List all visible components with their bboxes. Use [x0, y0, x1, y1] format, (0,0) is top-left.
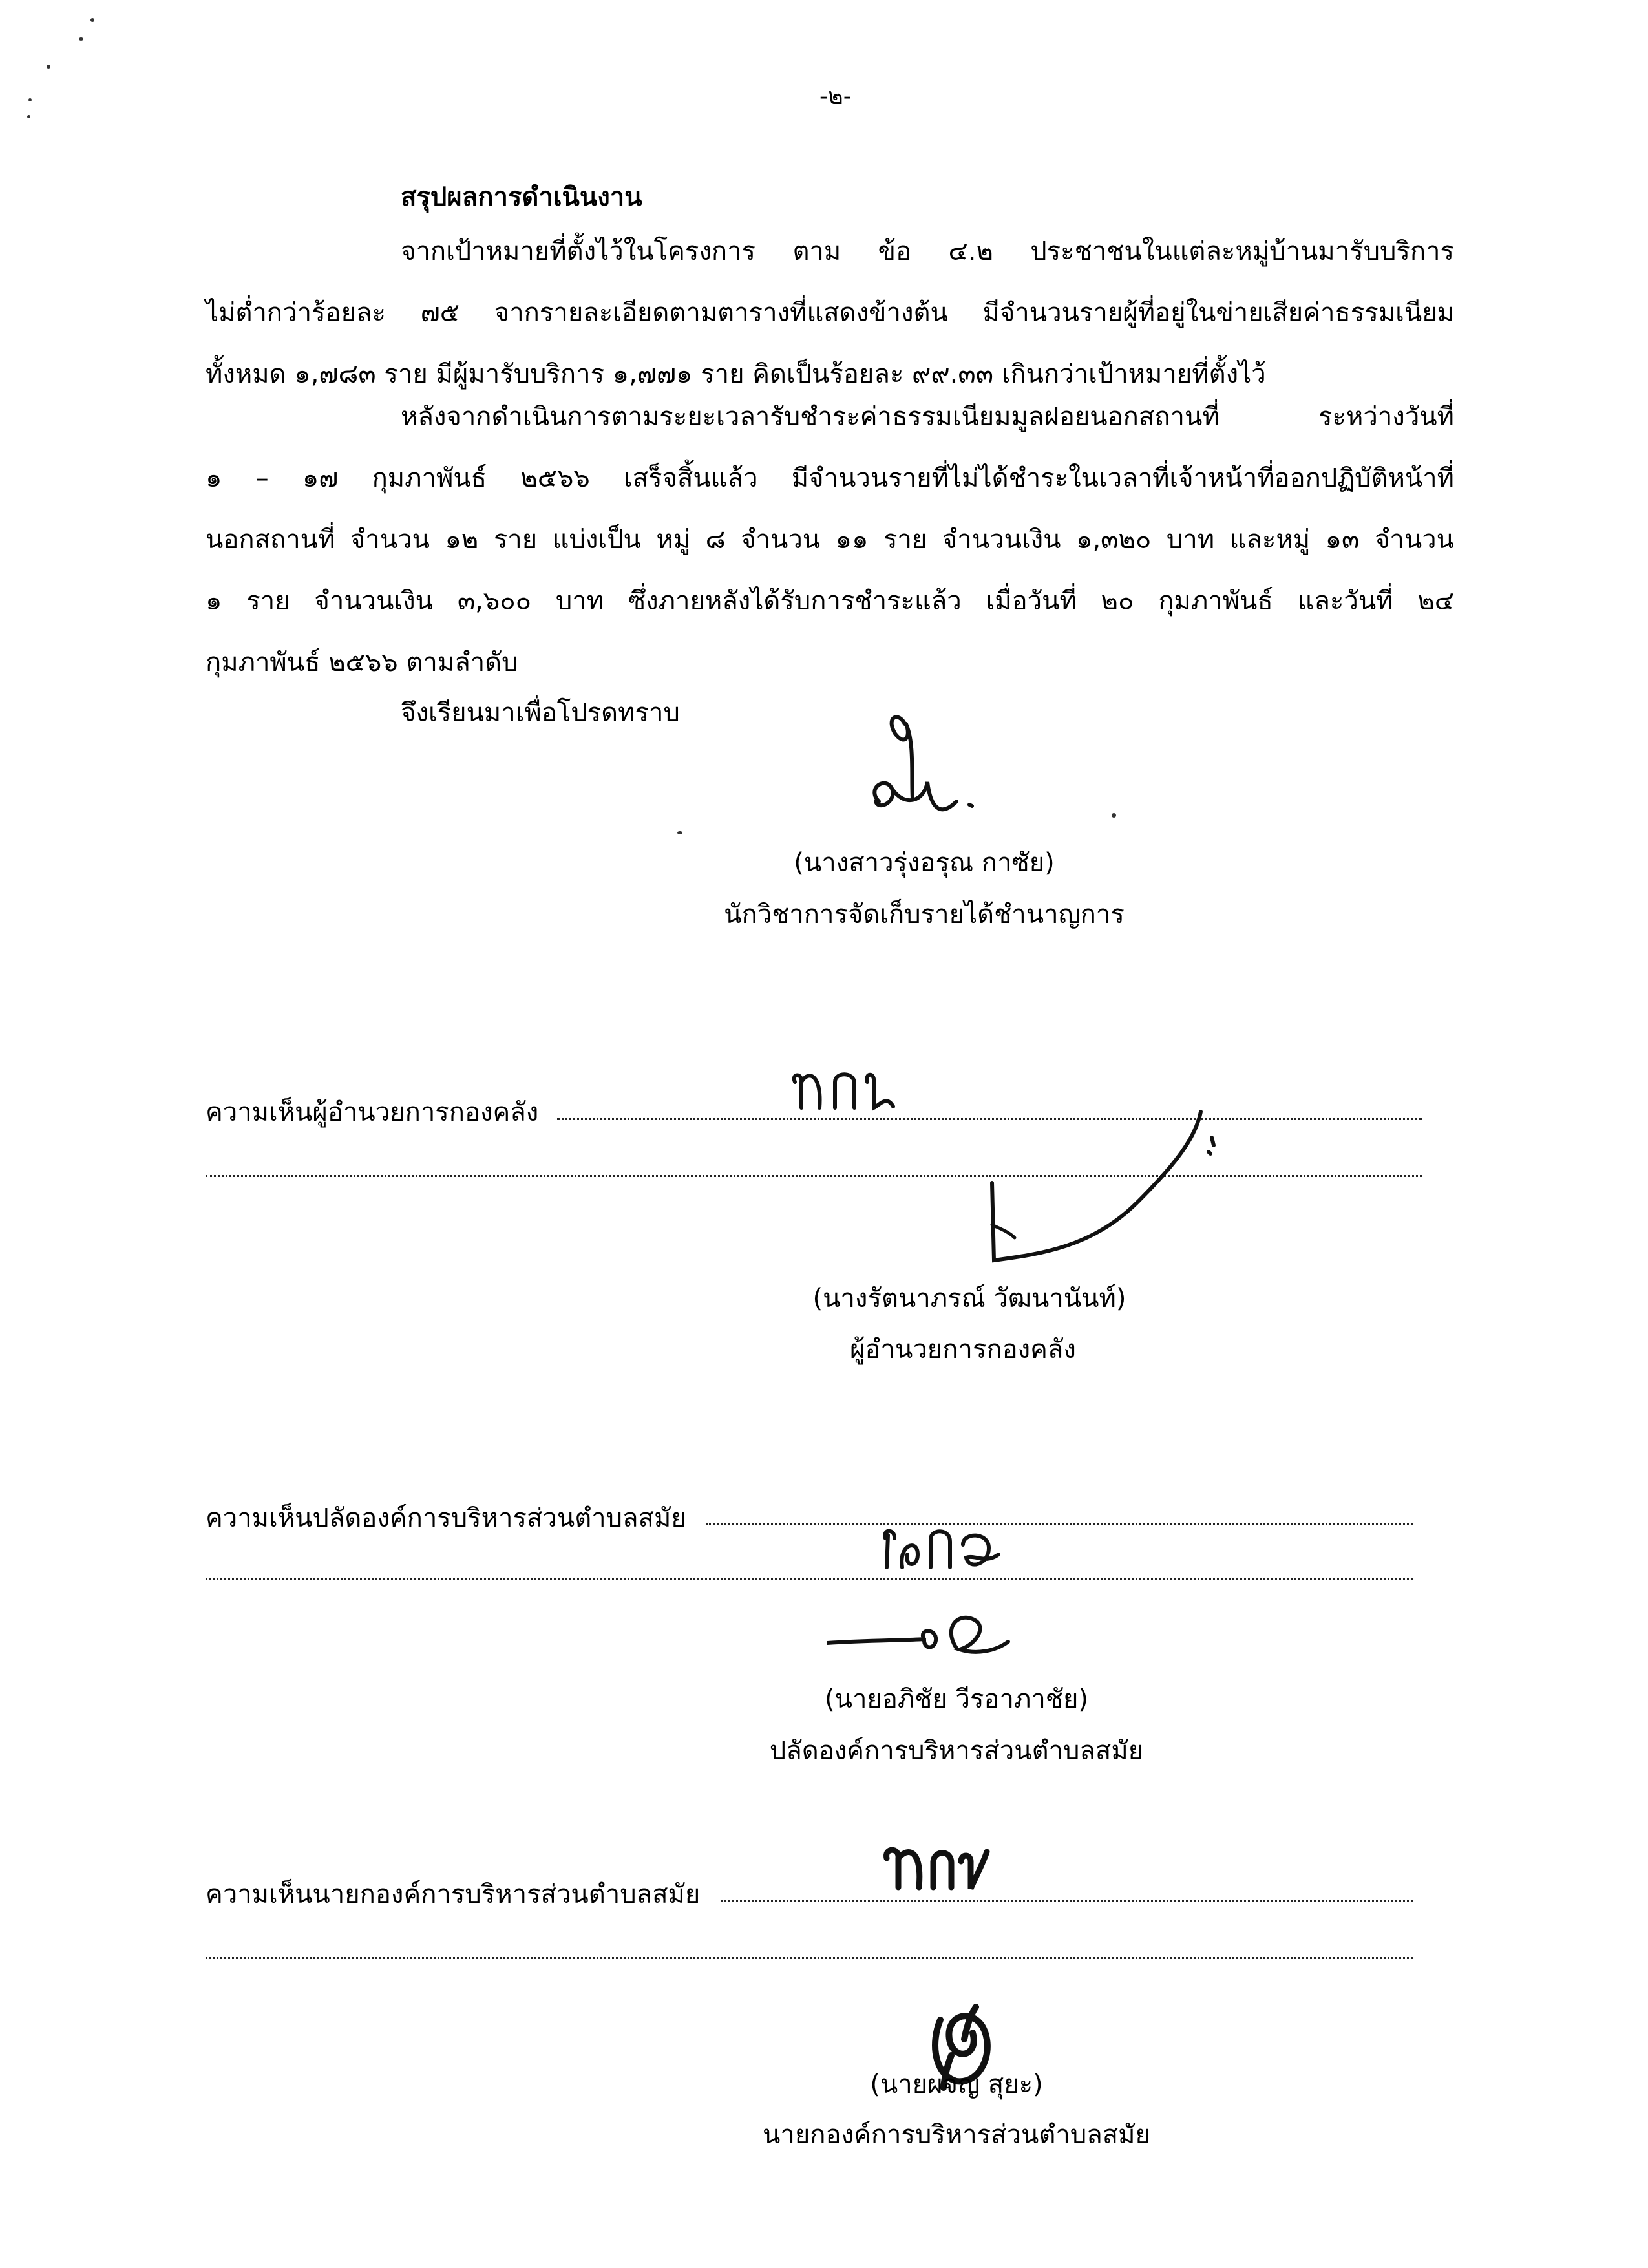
signer-position: นายกองค์การบริหารส่วนตำบลสมัย — [763, 2120, 1150, 2150]
page-number: -๒- — [819, 83, 852, 110]
scan-speck — [28, 98, 32, 101]
paragraph-line: จากเป้าหมายที่ตั้งไว้ในโครงการ ตาม ข้อ ๔.๒ ประชาชนในแต่ละหมู่บ้านมารับบริการ — [401, 237, 1454, 266]
closing-line: จึงเรียนมาเพื่อโปรดทราบ — [401, 698, 680, 728]
opinion-label: ความเห็นนายกองค์การบริหารส่วนตำบลสมัย — [206, 1880, 701, 1909]
handwritten-opinion — [879, 1519, 1008, 1577]
dotted-line — [706, 1523, 1413, 1525]
signer-position: นักวิชาการจัดเก็บรายได้ชำนาญการ — [724, 900, 1125, 929]
handwritten-opinion — [790, 1069, 900, 1118]
scan-speck — [90, 18, 94, 22]
paragraph-line: หลังจากดำเนินการตามระยะเวลารับชำระค่าธรรมเนียมมูลฝอยนอกสถานที่ ระหว่างวันที่ — [401, 402, 1454, 432]
signer-position: ปลัดองค์การบริหารส่วนตำบลสมัย — [769, 1736, 1144, 1766]
followup-paragraph — [206, 387, 1454, 694]
opinion-label: ความเห็นปลัดองค์การบริหารส่วนตำบลสมัย — [206, 1503, 686, 1533]
summary-paragraph — [206, 221, 1454, 405]
dotted-line — [206, 1957, 1413, 1959]
scan-speck — [47, 65, 50, 69]
paragraph-line: ๑ ราย จำนวนเงิน ๓,๖๐๐ บาท ซึ่งภายหลังได้รับการชำระแล้ว เมื่อวันที่ ๒๐ กุมภาพันธ์ และวันที่ ๒๔ — [206, 586, 1454, 616]
opinion-label: ความเห็นผู้อำนวยการกองคลัง — [206, 1097, 539, 1127]
dotted-line — [206, 1578, 1413, 1580]
paragraph-line: นอกสถานที่ จำนวน ๑๒ ราย แบ่งเป็น หมู่ ๘ จำนวน ๑๑ ราย จำนวนเงิน ๑,๓๒๐ บาท และหมู่ ๑๓ จำนวน — [206, 525, 1454, 555]
handwritten-signature — [866, 705, 1021, 840]
section-heading: สรุปผลการดำเนินงาน — [401, 182, 642, 212]
scan-speck — [27, 115, 30, 118]
scan-speck — [1112, 813, 1116, 818]
signer-name: (นายผจญ สุยะ) — [870, 2070, 1043, 2099]
signer-position: ผู้อำนวยการกองคลัง — [850, 1335, 1076, 1364]
paragraph-line: ๑ – ๑๗ กุมภาพันธ์ ๒๕๖๖ เสร็จสิ้นแล้ว มีจำนวนรายที่ไม่ได้ชำระในเวลาที่เจ้าหน้าที่ออกปฏิบัติหน้าที่ — [206, 463, 1454, 493]
handwritten-signature — [827, 1609, 1015, 1668]
handwritten-opinion — [880, 1842, 990, 1900]
handwritten-signature — [963, 1099, 1247, 1273]
scan-speck — [677, 831, 682, 834]
signer-name: (นางสาวรุ่งอรุณ กาซัย) — [794, 848, 1055, 878]
paragraph-line: กุมภาพันธ์ ๒๕๖๖ ตามลำดับ — [206, 648, 518, 677]
scan-speck — [79, 37, 83, 41]
paragraph-line: ทั้งหมด ๑,๗๘๓ ราย มีผู้มารับบริการ ๑,๗๗๑ ราย คิดเป็นร้อยละ ๙๙.๓๓ เกินกว่าเป้าหมายที่ตั้งไว้ — [206, 359, 1266, 389]
dotted-line — [721, 1900, 1413, 1902]
signer-name: (นายอภิชัย วีรอาภาชัย) — [825, 1684, 1088, 1714]
paragraph-line: ไม่ต่ำกว่าร้อยละ ๗๕ จากรายละเอียดตามตารางที่แสดงข้างต้น มีจำนวนรายผู้ที่อยู่ในข่ายเสียค่าธรรมเนียม — [206, 298, 1454, 328]
signer-name: (นางรัตนาภรณ์ วัฒนานันท์) — [812, 1284, 1126, 1313]
